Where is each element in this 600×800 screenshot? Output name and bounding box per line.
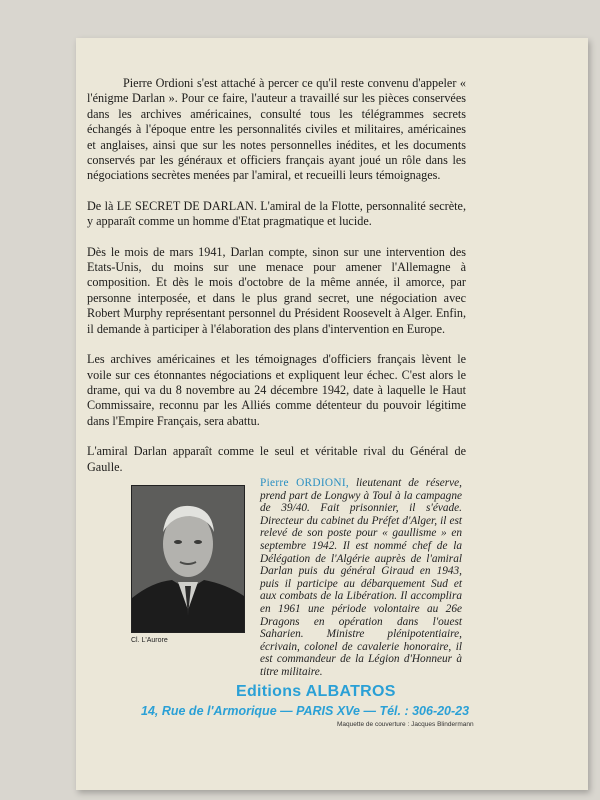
blurb-paragraph-1: Pierre Ordioni s'est attaché à percer ce qu'il reste convenu d'appeler « l'énigme Darlan ». Pour ce faire, l'auteur a travaillé sur les pièces conservées dans les archives américaines, consulté tous les télégrammes secrets échangés à l'époque entre les personnalités civiles et militaires, américaines et anglaises, ainsi que sur les notes personnelles inédites, et les documents conservés par les généraux et officiers français ayant joué un rôle dans les négociations secrètes menées par l'amiral, et recueilli leurs témoignages. — [87, 76, 466, 183]
blurb-paragraph-3: Dès le mois de mars 1941, Darlan compte, sinon sur une intervention des Etats-Unis, du moins sur une menace pour amener l'Allemagne à composition. Et dès le mois d'octobre de la même année, il amorce, par personne interposée, et dans le plus grand secret, une négociation avec Robert Murphy représentant personnel du Président Roosevelt à Alger. Enfin, il demande à participer à l'élaboration des plans d'intervention en Europe. — [87, 244, 466, 336]
author-portrait-icon — [132, 486, 244, 632]
publisher-name: Editions ALBATROS — [236, 683, 396, 700]
author-photo — [131, 485, 245, 633]
publisher-address: 14, Rue de l'Armorique — PARIS XVe — Tél. : 306-20-23 — [141, 704, 470, 718]
author-bio-text: lieutenant de réserve, prend part de Longwy à Toul à la campagne de 39/40. Fait prisonnier, il s'évade. Directeur du cabinet du Préfet d'Alger, il est relevé de son poste pour « gaullisme » en septembre 1942. Il est nommé chef de la Délégation de l'Algérie auprès de l'amiral Darlan puis du général Giraud en 1943, puis il participe au débarquement Sud et aux combats de la Libération. Il accomplira en 1961 une période volontaire au 26e Dragons en opération dans l'ouest Saharien. Ministre plénipotentiaire, écrivain, colonel de cavalerie honoraire, il est commandeur de la Légion d'Honneur à titre militaire. — [260, 477, 462, 678]
blurb-text — [87, 76, 466, 490]
blurb-paragraph-4: Les archives américaines et les témoignages d'officiers français lèvent le voile sur ces étonnantes négociations et expliquent leur échec. C'est alors le drame, qui va du 8 novembre au 24 décembre 1942, date à laquelle le Haut Commissaire, reconnu par les Alliés comme détenteur du pouvoir légitime dans l'Empire Français, sera abattu. — [87, 352, 466, 428]
cover-design-credit: Maquette de couverture : Jacques Blindermann — [337, 721, 474, 728]
author-bio — [260, 477, 462, 679]
photo-credit: Cl. L'Aurore — [131, 637, 168, 644]
author-name: Pierre ORDIONI, — [260, 477, 350, 489]
blurb-paragraph-2: De là LE SECRET DE DARLAN. L'amiral de la Flotte, personnalité secrète, y apparaît comme un homme d'Etat pragmatique et lucide. — [87, 198, 466, 229]
blurb-paragraph-5: L'amiral Darlan apparaît comme le seul et véritable rival du Général de Gaulle. — [87, 444, 466, 474]
